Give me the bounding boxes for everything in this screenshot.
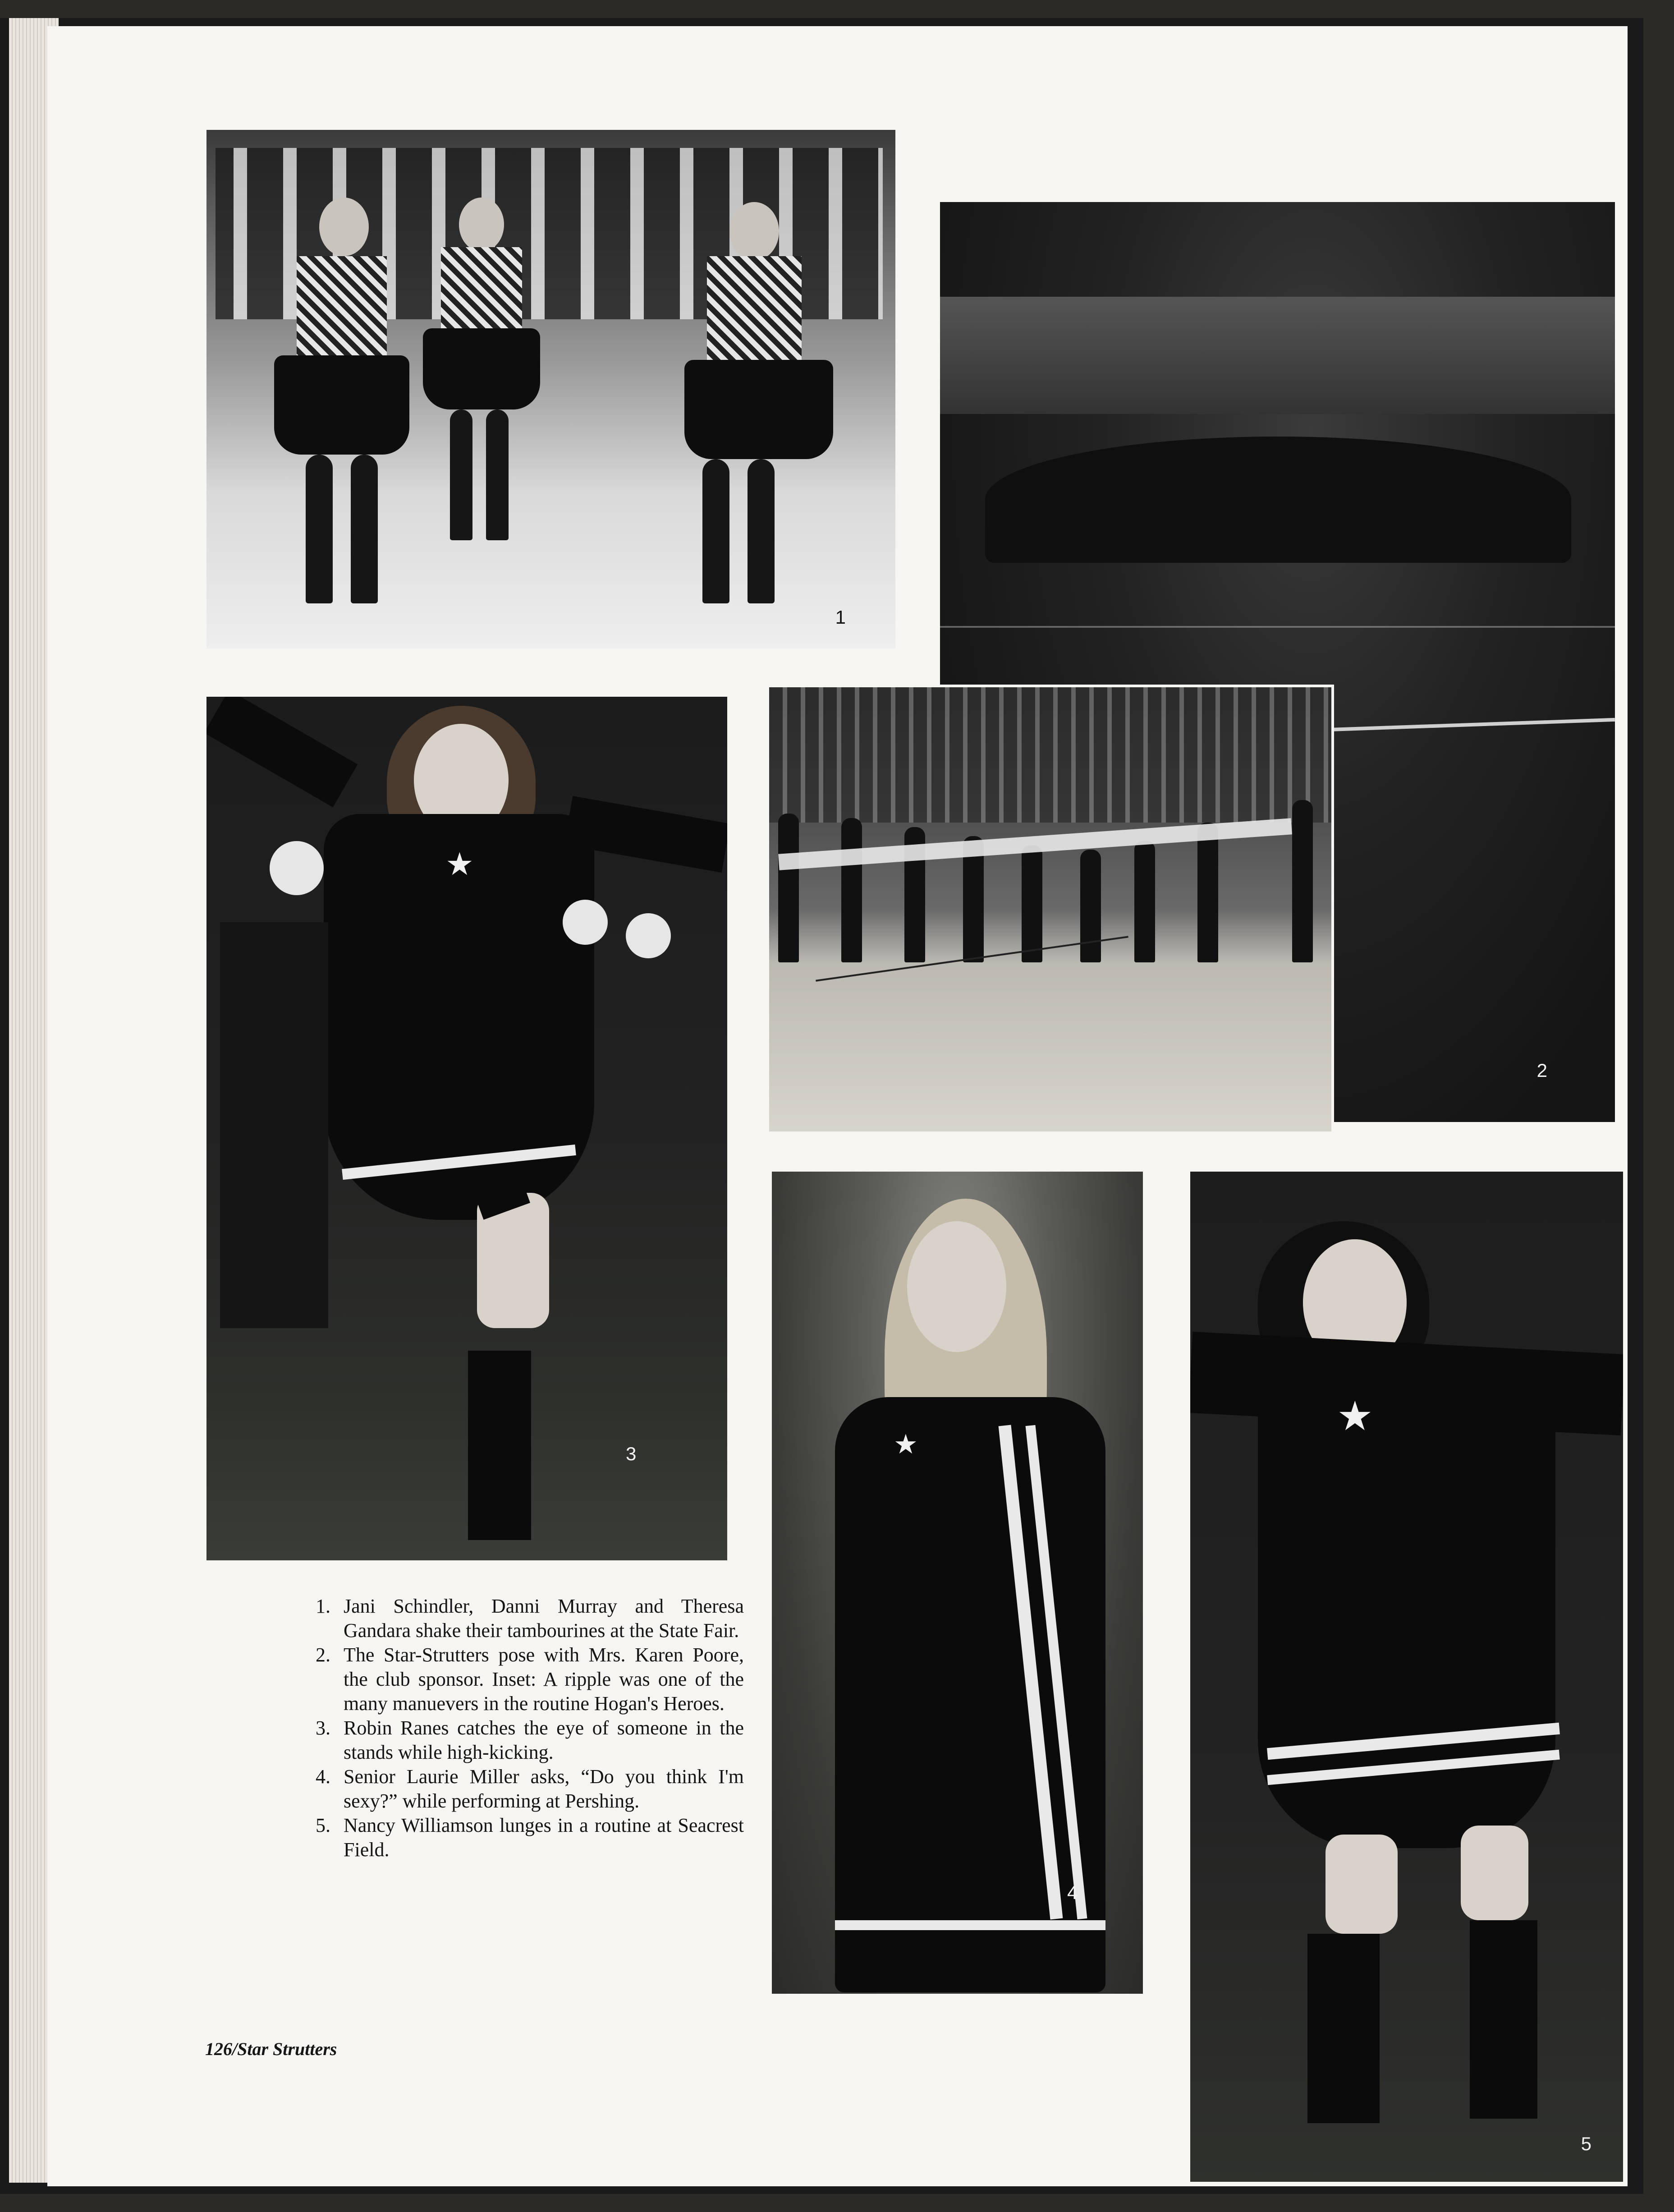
page-number-footer: 126/Star Strutters [205, 2039, 337, 2059]
caption-number: 1. [316, 1595, 330, 1617]
photo-number: 3 [626, 1443, 637, 1464]
caption-text: Robin Ranes catches the eye of someone in the stands while high-kicking. [344, 1717, 744, 1763]
photo-1-state-fair [206, 130, 895, 648]
caption-item [316, 1716, 744, 1765]
top-edge [0, 0, 1674, 18]
photo-3-high-kick [206, 697, 727, 1560]
star-icon: ★ [445, 846, 474, 883]
photo-2-inset-ripple [766, 685, 1334, 1134]
star-icon: ★ [1337, 1393, 1373, 1440]
caption-text: Jani Schindler, Danni Murray and Theresa Gandara shake their tambourines at the State Fair. [344, 1595, 744, 1642]
caption-item [316, 1813, 744, 1862]
star-icon: ★ [894, 1429, 918, 1460]
photo-number: 2 [1536, 1060, 1547, 1081]
photo-captions [316, 1594, 744, 1862]
caption-number: 4. [316, 1766, 330, 1788]
photo-number: 5 [1581, 2133, 1591, 2154]
right-edge [1643, 0, 1674, 2212]
caption-item [316, 1765, 744, 1813]
photo-number: 4 [1067, 1882, 1078, 1903]
caption-text: Nancy Williamson lunges in a routine at Seacrest Field. [344, 1814, 744, 1861]
caption-number: 2. [316, 1644, 330, 1666]
caption-text: The Star-Strutters pose with Mrs. Karen Poore, the club sponsor. Inset: A ripple was one of the many manuevers in the routine Hogan's Heroes. [344, 1644, 744, 1715]
photo-5-nancy-williamson [1190, 1172, 1623, 2182]
photo-number: 1 [835, 607, 846, 628]
caption-item [316, 1643, 744, 1716]
caption-item [316, 1594, 744, 1643]
photo-4-laurie-miller [772, 1172, 1143, 1994]
caption-number: 3. [316, 1717, 330, 1739]
bottom-edge [0, 2194, 1674, 2212]
caption-text: Senior Laurie Miller asks, “Do you think I'm sexy?” while performing at Pershing. [344, 1766, 744, 1812]
caption-number: 5. [316, 1814, 330, 1836]
